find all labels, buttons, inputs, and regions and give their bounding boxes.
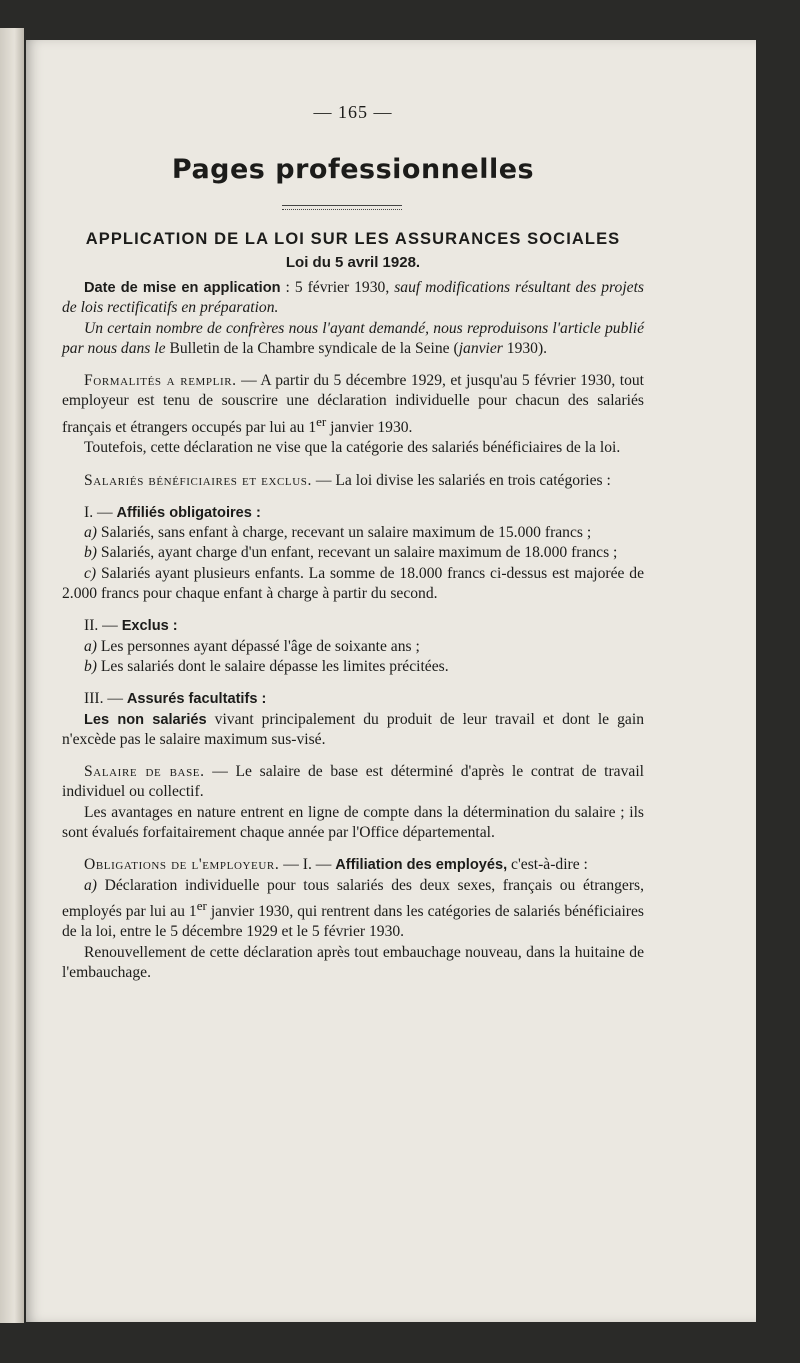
- group-1-number: I. —: [84, 503, 117, 521]
- group-2-item-a: [62, 637, 644, 657]
- formalites-text: — A partir du 5 décembre 1929, et jusqu'au 5 février 1930, tout employeur est tenu de souscrire une déclaration individuelle pour chacun des salariés français et étrangers occupés par lui au 1: [62, 372, 644, 436]
- group-2-label: Exclus: [121, 618, 169, 635]
- formalites-text-end: janvier 1930.: [326, 418, 413, 436]
- formalites-paragraph: [62, 371, 644, 438]
- renewal-paragraph: Renouvellement de cette déclaration après tout embauchage nouveau, dans la huitaine de l'embauchage.: [62, 943, 644, 981]
- item-text-end: janvier 1930, qui rentrent dans les catégories de salariés bénéficiaires de la loi, entre le 5 décembre 1929 et le 5 février 1930.: [62, 903, 644, 941]
- item-text: Les salariés dont le salaire dépasse les limites précitées.: [97, 657, 449, 675]
- obligations-heading: Obligations de l'employeur.: [84, 856, 280, 874]
- group-1-colon: :: [251, 504, 261, 521]
- item-text: Salariés ayant plusieurs enfants. La somme de 18.000 francs ci-dessus est majorée de 2.000 francs pour chaque enfant à charge à partir du second.: [62, 564, 644, 603]
- group-3-text: [62, 710, 644, 751]
- item-letter: b): [84, 657, 97, 675]
- article-body: [62, 278, 644, 983]
- item-text: Les personnes ayant dépassé l'âge de soixante ans ;: [97, 637, 420, 655]
- page-title: Pages professionnelles: [171, 154, 535, 185]
- reprint-bulletin: Bulletin de la Chambre syndicale de la Seine (: [169, 339, 459, 357]
- formalites-sup: er: [316, 413, 327, 429]
- item-letter: a): [84, 524, 97, 542]
- item-letter: a): [84, 876, 97, 894]
- obligations-item-a: [62, 876, 644, 943]
- obligations-dash: — I. —: [279, 856, 336, 874]
- salaries-paragraph: [62, 471, 644, 491]
- reprint-month: janvier: [458, 339, 503, 357]
- salaire-base-paragraph: [62, 762, 644, 803]
- item-letter: b): [84, 544, 97, 562]
- previous-page-edge: [0, 28, 24, 1323]
- item-text: Salariés, sans enfant à charge, recevant un salaire maximum de 15.000 francs ;: [97, 524, 592, 542]
- obligations-text: c'est-à-dire :: [507, 856, 588, 874]
- page-number: — 165 —: [313, 102, 393, 122]
- salaire-base-text: — Le salaire de base est déterminé d'après le contrat de travail individuel ou collectif.: [62, 763, 644, 801]
- title-divider: [282, 205, 402, 210]
- salaire-base-paragraph-2: Les avantages en nature entrent en ligne de compte dans la détermination du salaire ; ils sont évalués forfaitairement chaque année par l'Office départemental.: [62, 803, 644, 842]
- group-3-colon: :: [257, 691, 267, 708]
- group-1-item-a: [62, 523, 644, 543]
- section-title: APPLICATION DE LA LOI SUR LES ASSURANCES SOCIALES: [85, 230, 621, 248]
- group-1-item-b: [62, 543, 644, 563]
- group-2-number: II. —: [84, 617, 122, 635]
- item-text: Déclaration individuelle pour tous salariés des deux sexes, français ou étrangers, employés par lui au 1: [62, 876, 644, 921]
- group-1-heading: [62, 503, 644, 523]
- date-note: sauf modifications résultant des projets de lois rectificatifs en préparation.: [62, 279, 644, 317]
- group-2-item-b: [62, 657, 644, 677]
- group-1-label: Affiliés obligatoires: [116, 504, 252, 521]
- group-3-body: vivant principalement du produit de leur travail et dont le gain n'excède pas le salaire maximum sus-visé.: [62, 710, 644, 748]
- reprint-italic: Un certain nombre de confrères nous l'ayant demandé, nous reproduisons l'article publié par nous dans le: [62, 319, 644, 357]
- group-2-heading: [62, 616, 644, 636]
- reprint-paragraph: [62, 319, 644, 360]
- item-sup: er: [196, 897, 207, 913]
- date-value: : 5 février 1930,: [280, 279, 395, 296]
- section-subtitle: Loi du 5 avril 1928.: [285, 254, 421, 271]
- date-application-paragraph: [62, 278, 644, 319]
- group-3-heading: [62, 689, 644, 709]
- group-3-number: III. —: [84, 690, 127, 708]
- salaries-text: — La loi divise les salariés en trois catégories :: [312, 471, 611, 489]
- obligations-paragraph: [62, 855, 644, 875]
- salaries-heading: Salariés bénéficiaires et exclus.: [84, 471, 313, 489]
- item-letter: c): [84, 564, 97, 582]
- group-2-colon: :: [168, 618, 178, 635]
- group-3-bold: Les non salariés: [84, 711, 207, 728]
- group-3-label: Assurés facultatifs: [126, 691, 258, 708]
- document-page: [26, 40, 756, 1322]
- formalites-heading: Formalités a remplir.: [84, 372, 237, 390]
- salaire-base-heading: Salaire de base.: [84, 763, 205, 781]
- date-label: Date de mise en application: [84, 280, 281, 296]
- obligations-bold: Affiliation des employés,: [335, 857, 508, 874]
- item-letter: a): [84, 637, 97, 655]
- formalites-paragraph-2: Toutefois, cette déclaration ne vise que la catégorie des salariés bénéficiaires de la loi.: [84, 439, 621, 457]
- reprint-end: 1930).: [502, 339, 548, 357]
- group-1-item-c: [62, 564, 644, 605]
- item-text: Salariés, ayant charge d'un enfant, recevant un salaire maximum de 18.000 francs ;: [97, 544, 618, 562]
